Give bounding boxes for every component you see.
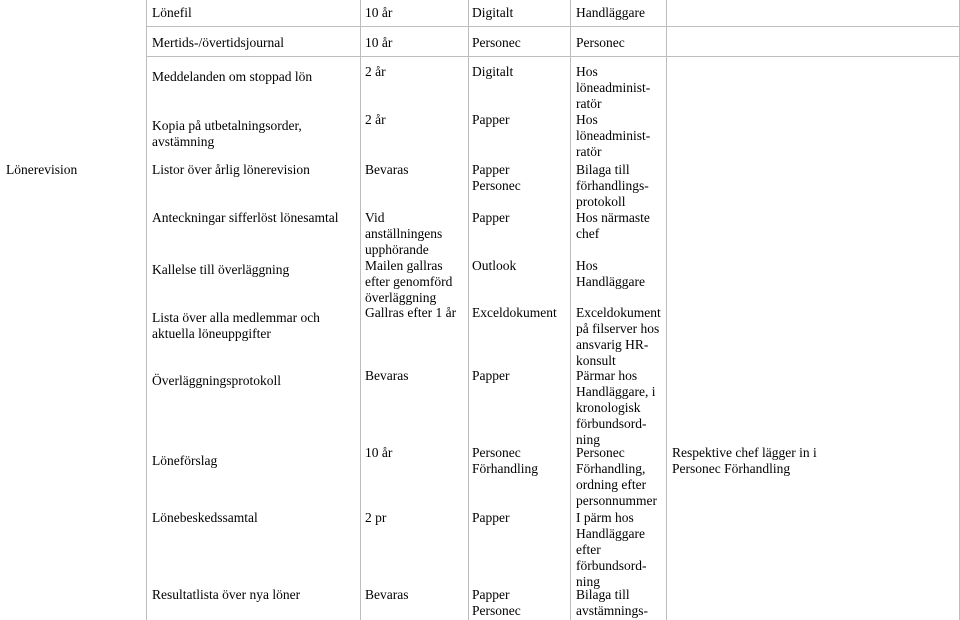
storage-medium: Digitalt bbox=[472, 5, 514, 20]
storage-place: Pärmar hos bbox=[576, 368, 638, 383]
storage-place: avstämnings- bbox=[576, 603, 648, 618]
storage-medium: Exceldokument bbox=[472, 305, 557, 320]
storage-place: chef bbox=[576, 226, 600, 241]
storage-place: Hos närmaste bbox=[576, 210, 650, 225]
storage-place: ning bbox=[576, 432, 601, 447]
document-name: Lista över alla medlemmar och bbox=[152, 310, 320, 325]
retention-time: 2 år bbox=[365, 112, 386, 127]
storage-place: Bilaga till bbox=[576, 162, 630, 177]
storage-place: Exceldokument bbox=[576, 305, 661, 320]
storage-place: Hos bbox=[576, 64, 598, 79]
storage-place: ning bbox=[576, 574, 601, 589]
storage-place: ansvarig HR- bbox=[576, 337, 649, 352]
storage-medium: Förhandling bbox=[472, 461, 538, 476]
document-name: Mertids-/övertidsjournal bbox=[152, 35, 284, 50]
storage-place: på filserver hos bbox=[576, 321, 660, 336]
retention-time: 10 år bbox=[365, 5, 393, 20]
storage-place: förhandlings- bbox=[576, 178, 649, 193]
storage-place: ratör bbox=[576, 96, 602, 111]
document-name: Anteckningar sifferlöst lönesamtal bbox=[152, 210, 339, 225]
retention-time: upphörande bbox=[365, 242, 429, 257]
retention-time: anställningens bbox=[365, 226, 443, 241]
document-name: Överläggningsprotokoll bbox=[152, 373, 281, 388]
storage-place: Handläggare bbox=[576, 5, 645, 20]
document-name: Lönebeskedssamtal bbox=[152, 510, 258, 525]
storage-medium: Papper bbox=[472, 510, 510, 525]
storage-place: Handläggare, i bbox=[576, 384, 656, 399]
retention-time: Bevaras bbox=[365, 587, 409, 602]
storage-medium: Personec bbox=[472, 445, 521, 460]
storage-place: Hos bbox=[576, 112, 598, 127]
storage-place: Hos bbox=[576, 258, 598, 273]
storage-place: förbundsord- bbox=[576, 558, 647, 573]
document-name: Kallelse till överläggning bbox=[152, 262, 290, 277]
storage-medium: Personec bbox=[472, 35, 521, 50]
storage-medium: Papper bbox=[472, 112, 510, 127]
storage-medium: Outlook bbox=[472, 258, 517, 273]
storage-place: förbundsord- bbox=[576, 416, 647, 431]
document-name: Löneförslag bbox=[152, 453, 218, 468]
category-label: Lönerevision bbox=[6, 162, 78, 177]
storage-medium: Papper bbox=[472, 587, 510, 602]
document-name: Lönefil bbox=[152, 5, 192, 20]
retention-time: Bevaras bbox=[365, 162, 409, 177]
storage-place: Bilaga till bbox=[576, 587, 630, 602]
note-text: Respektive chef lägger in i bbox=[672, 445, 817, 460]
storage-place: Personec bbox=[576, 445, 625, 460]
retention-time: Bevaras bbox=[365, 368, 409, 383]
document-name: avstämning bbox=[152, 134, 215, 149]
storage-medium: Papper bbox=[472, 210, 510, 225]
retention-time: Gallras efter 1 år bbox=[365, 305, 457, 320]
retention-time: 10 år bbox=[365, 35, 393, 50]
storage-place: personnummer bbox=[576, 493, 657, 508]
retention-time: efter genomförd bbox=[365, 274, 453, 289]
storage-place: Förhandling, bbox=[576, 461, 646, 476]
storage-place: protokoll bbox=[576, 194, 626, 209]
storage-place: I pärm hos bbox=[576, 510, 634, 525]
storage-place: löneadminist- bbox=[576, 80, 651, 95]
storage-place: ordning efter bbox=[576, 477, 647, 492]
note-text: Personec Förhandling bbox=[672, 461, 791, 476]
document-name: Meddelanden om stoppad lön bbox=[152, 69, 313, 84]
storage-place: ratör bbox=[576, 144, 602, 159]
retention-time: 2 år bbox=[365, 64, 386, 79]
retention-time: 10 år bbox=[365, 445, 393, 460]
storage-medium: Personec bbox=[472, 178, 521, 193]
retention-time: Mailen gallras bbox=[365, 258, 443, 273]
storage-place: Handläggare bbox=[576, 274, 645, 289]
storage-medium: Papper bbox=[472, 162, 510, 177]
storage-place: efter bbox=[576, 542, 601, 557]
document-name: Kopia på utbetalningsorder, bbox=[152, 118, 302, 133]
storage-place: konsult bbox=[576, 353, 616, 368]
storage-place: Personec bbox=[576, 35, 625, 50]
storage-place: kronologisk bbox=[576, 400, 641, 415]
storage-medium: Personec bbox=[472, 603, 521, 618]
retention-time: överläggning bbox=[365, 290, 437, 305]
document-name: aktuella löneuppgifter bbox=[152, 326, 271, 341]
storage-place: Handläggare bbox=[576, 526, 645, 541]
storage-medium: Digitalt bbox=[472, 64, 514, 79]
storage-place: löneadminist- bbox=[576, 128, 651, 143]
document-name: Resultatlista över nya löner bbox=[152, 587, 301, 602]
document-name: Listor över årlig lönerevision bbox=[152, 162, 310, 177]
retention-time: 2 pr bbox=[365, 510, 387, 525]
storage-medium: Papper bbox=[472, 368, 510, 383]
retention-time: Vid bbox=[365, 210, 385, 225]
